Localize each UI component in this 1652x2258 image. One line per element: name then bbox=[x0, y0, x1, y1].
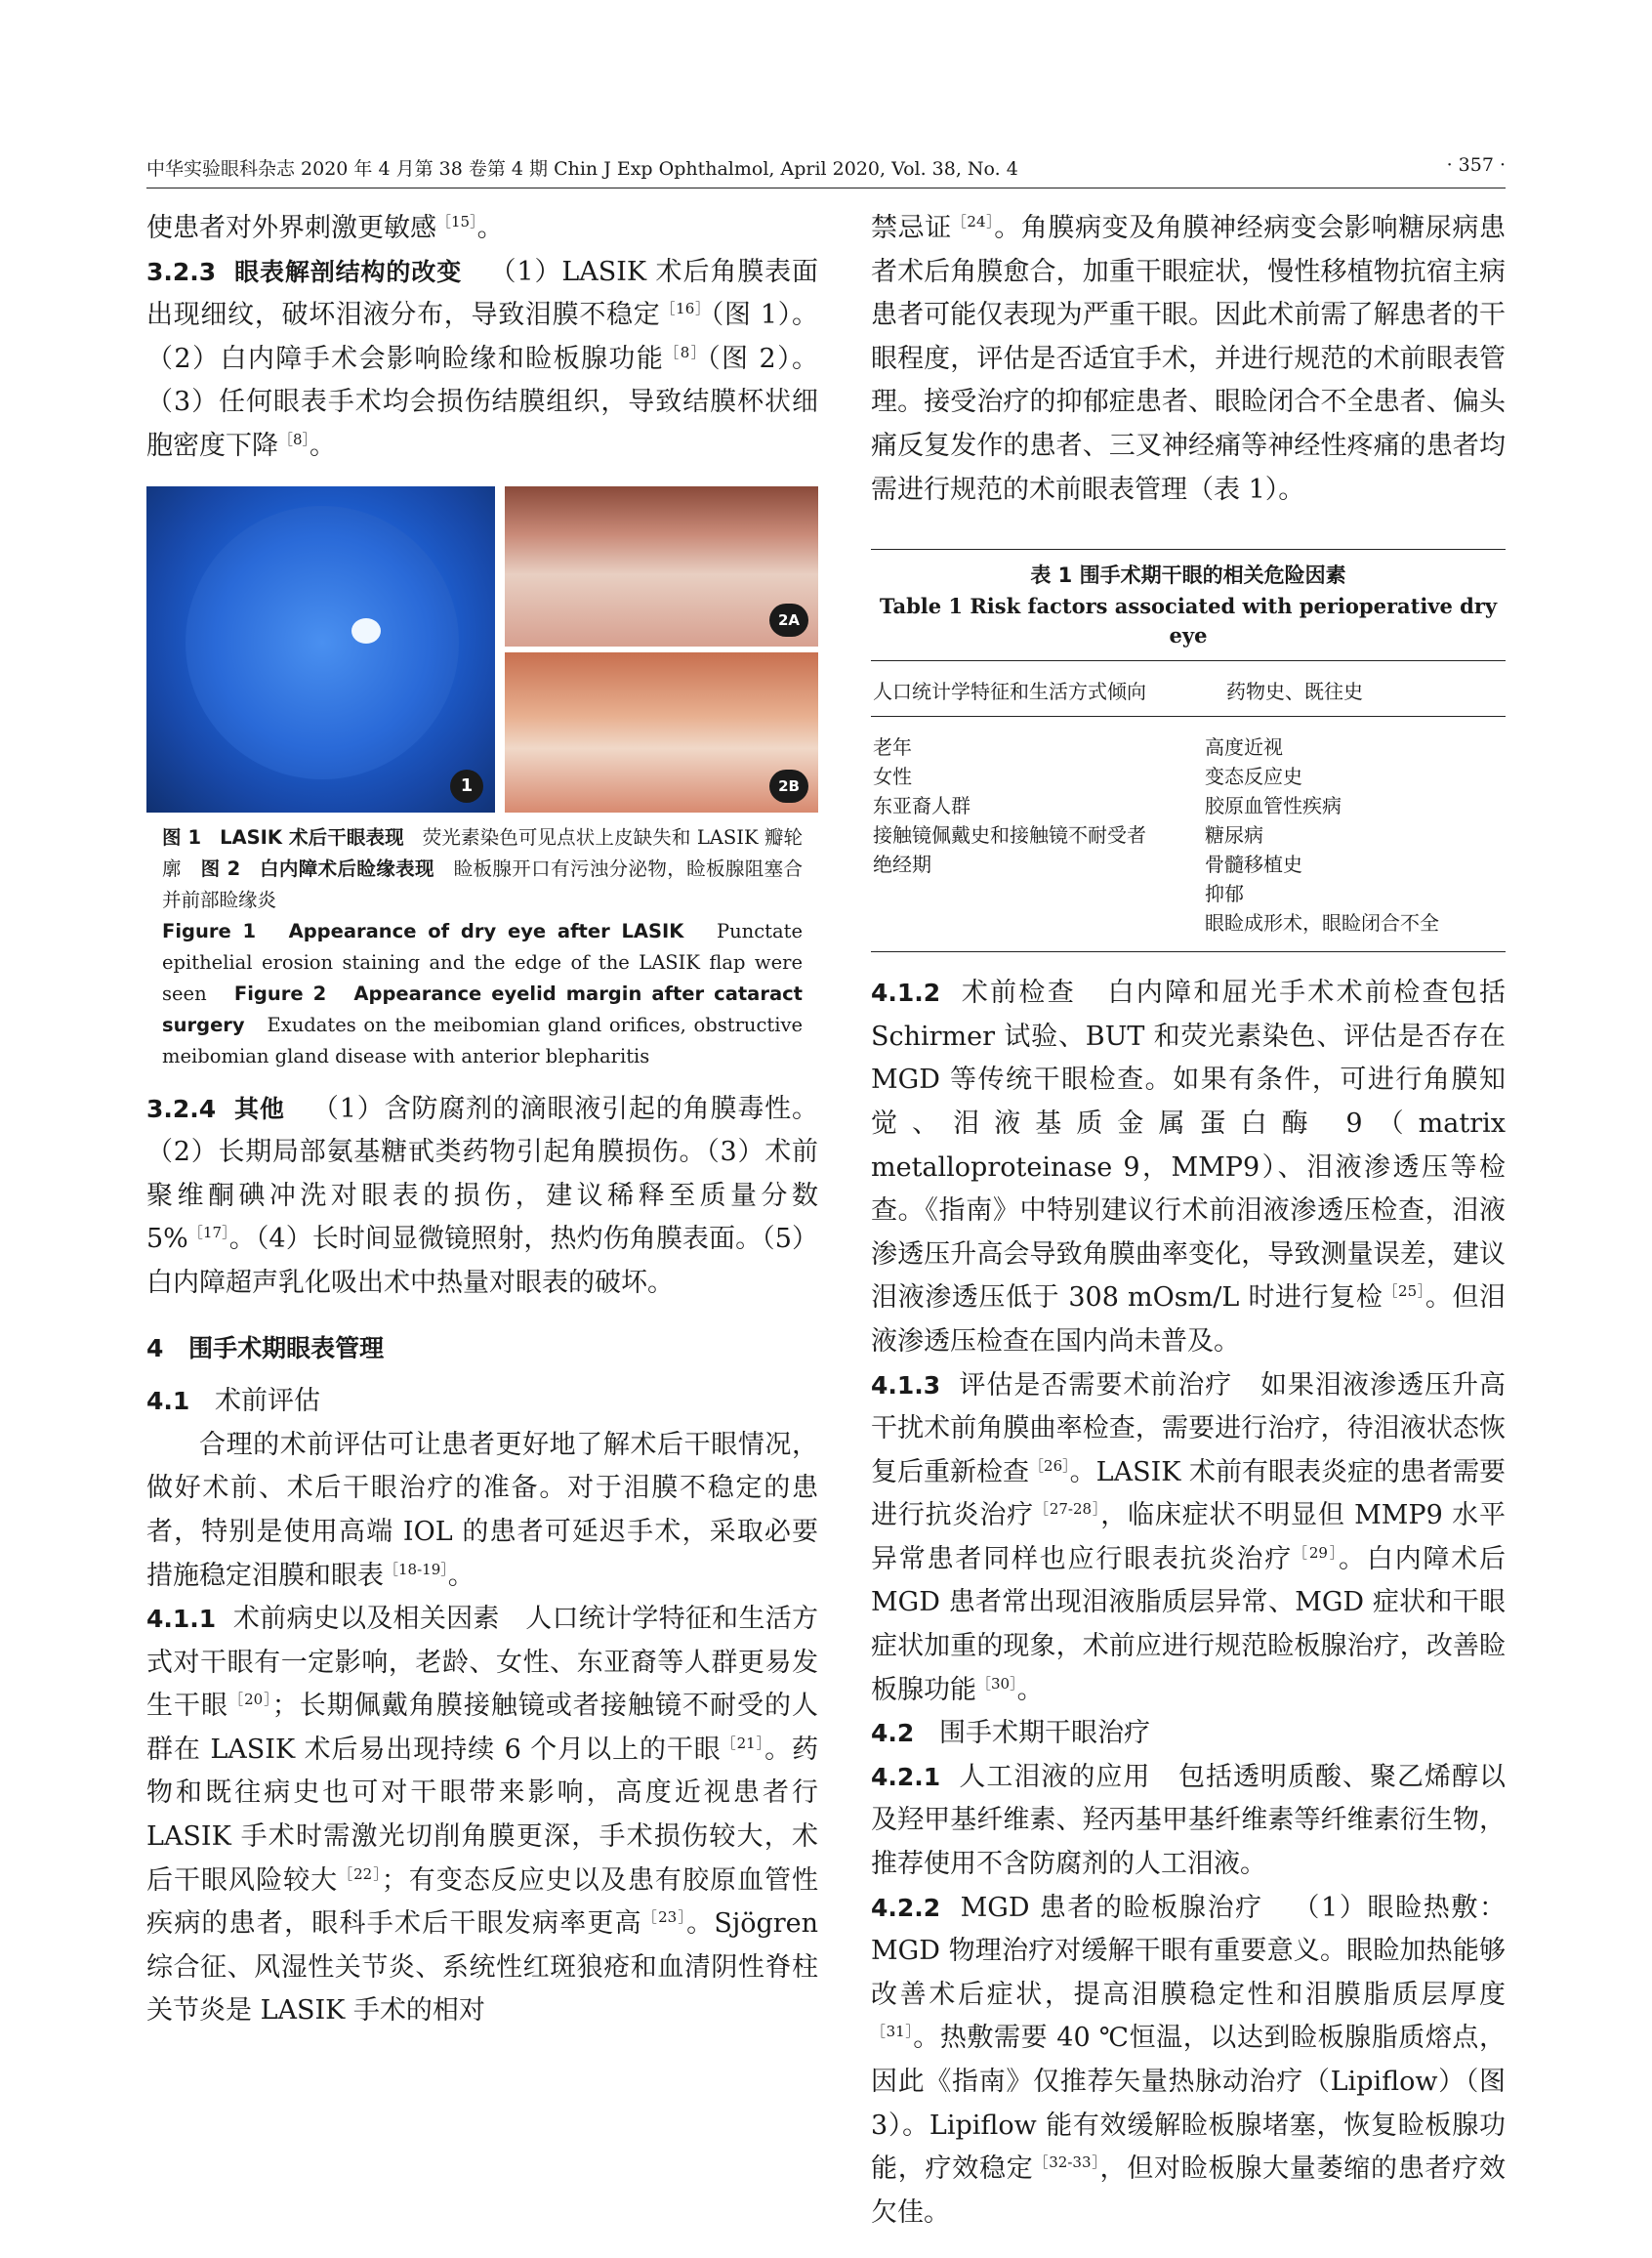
table-cell: 胶原血管性疾病 bbox=[1205, 794, 1342, 818]
figure-1-photo bbox=[146, 486, 495, 813]
section-3-2-4: 3.2.4 其他 （1）含防腐剂的滴眼液引起的角膜毒性。（2）长期局部氨基糖甙类药物引起角膜损伤。（3）术前聚维酮碘冲洗对眼表的损伤，建议稀释至质量分数 5%$^{[17]}$。（4）长时间显微镜照射，热灼伤角膜表面。（5）白内障超声乳化吸出术中热量对眼表的破坏。 bbox=[146, 1093, 818, 1298]
table-column-demographics bbox=[871, 732, 1205, 938]
figure-caption-en: Figure 1 Appearance of dry eye after LASIK Punctate epithelial erosion staining and the edge of the LASIK flap were seen Figure 2 Appearance eyelid margin after cataract surgery Exudates on the meibomian gland orifices, obstructive meibomian gland disease with anterior blepharitis bbox=[162, 919, 803, 1067]
section-4-1-1: 4.1.1 术前病史以及相关因素 人口统计学特征和生活方式对干眼有一定影响，老龄、女性、东亚裔等人群更易发生干眼$^{[20]}$；长期佩戴角膜接触镜或者接触镜不耐受的人群在 LASIK 术后易出现持续 6 个月以上的干眼$^{[21]}$。药物和既往病史也可对干眼带来影响，高度近视患者行 LASIK 手术时需激光切削角膜更深，手术损伤较大，术后干眼风险较大$^{[22]}$；有变态反应史以及患有胶原血管性疾病的患者，眼科手术后干眼发病率更高$^{[23]}$。Sjögren 综合征、风湿性关节炎、系统性红斑狼疮和血清阴性脊柱关节炎是 LASIK 手术的相对 bbox=[146, 1604, 819, 2027]
table-cell: 高度近视 bbox=[1205, 735, 1283, 760]
section-4-heading: 4 围手术期眼表管理 bbox=[146, 1333, 385, 1362]
table-column-history bbox=[1205, 732, 1506, 938]
section-4-2-heading: 4.2 围手术期干眼治疗 bbox=[871, 1718, 1151, 1749]
table-body bbox=[871, 717, 1506, 951]
table-cell: 糖尿病 bbox=[1205, 823, 1263, 848]
page-number: · 357 · bbox=[1446, 154, 1506, 176]
table-cell: 接触镜佩戴史和接触镜不耐受者 bbox=[873, 823, 1146, 848]
column-header: 人口统计学特征和生活方式倾向 bbox=[873, 680, 1146, 704]
section-4-2-1: 4.2.1 人工泪液的应用 包括透明质酸、聚乙烯醇以及羟甲基纤维素、羟丙基甲基纤维素等纤维素衍生物，推荐使用不含防腐剂的人工泪液。 bbox=[871, 1761, 1506, 1880]
table-1 bbox=[871, 549, 1506, 952]
light-reflex bbox=[351, 618, 381, 644]
table-cell: 女性 bbox=[873, 765, 912, 789]
right-column bbox=[871, 207, 1506, 2235]
left-column bbox=[146, 207, 818, 2033]
section-4-2-2: 4.2.2 MGD 患者的睑板腺治疗 （1）眼睑热敷：MGD 物理治疗对缓解干眼有重要意义。眼睑加热能够改善术后症状，提高泪膜稳定性和泪膜脂质层厚度$^{[31]}$。热敷需要 40 ℃恒温，以达到睑板腺脂质熔点，因此《指南》仅推荐矢量热脉动治疗（Lipiflow）（图 3）。Lipiflow 能有效缓解睑板腺堵塞，恢复睑板腺功能，疗效稳定$^{[32-33]}$，但对睑板腺大量萎缩的患者疗效欠佳。 bbox=[871, 1892, 1506, 2228]
table-cell: 东亚裔人群 bbox=[873, 794, 971, 818]
figure-label-2a: 2A bbox=[769, 604, 808, 637]
figure-label-1: 1 bbox=[450, 770, 483, 803]
figure-2b-photo bbox=[505, 652, 818, 813]
section-4-1-heading: 4.1 术前评估 bbox=[146, 1386, 321, 1417]
paragraph: 禁忌证$^{[24]}$。角膜病变及角膜神经病变会影响糖尿病患者术后角膜愈合，加重干眼症状，慢性移植物抗宿主病患者可能仅表现为严重干眼。因此术前需了解患者的干眼程度，评估是否适宜手术，并进行规范的术前眼表管理。接受治疗的抑郁症患者、眼睑闭合不全患者、偏头痛反复发作的患者、三叉神经痛等神经性疼痛的患者均需进行规范的术前眼表管理（表 1）。 bbox=[871, 213, 1507, 505]
figure-label-2b: 2B bbox=[769, 770, 808, 803]
table-cell: 眼睑成形术，眼睑闭合不全 bbox=[1205, 911, 1439, 936]
section-3-2-3: 3.2.3 眼表解剖结构的改变 （1）LASIK 术后角膜表面出现细纹，破坏泪液分布，导致泪膜不稳定$^{[16]}$（图 1）。（2）白内障手术会影响睑缘和睑板腺功能$^{[8]}$（图 2）。（3）任何眼表手术均会损伤结膜组织，导致结膜杯状细胞密度下降$^{[8]}$。 bbox=[146, 256, 818, 461]
table-cell: 变态反应史 bbox=[1205, 765, 1302, 789]
figure-1-2 bbox=[146, 486, 818, 813]
journal-citation: 中华实验眼科杂志 2020 年 4 月第 38 卷第 4 期 Chin J Exp Ophthalmol, April 2020, Vol. 38, No. 4 bbox=[146, 158, 1018, 180]
figure-2a-photo bbox=[505, 486, 818, 647]
running-header bbox=[146, 154, 1506, 184]
paragraph: 合理的术前评估可让患者更好地了解术后干眼情况，做好术前、术后干眼治疗的准备。对于泪膜不稳定的患者，特别是使用高端 IOL 的患者可延迟手术，采取必要措施稳定泪膜和眼表$^{[18-19]}$。 bbox=[146, 1429, 818, 1591]
figure-caption-cn: 图 1 LASIK 术后干眼表现 荧光素染色可见点状上皮缺失和 LASIK 瓣轮廓 图 2 白内障术后睑缘表现 睑板腺开口有污浊分泌物，睑板腺阻塞合并前部睑缘炎 bbox=[162, 825, 803, 911]
column-header: 药物史、既往史 bbox=[1226, 680, 1363, 704]
table-title-en: Table 1 Risk factors associated with perioperative dry eye bbox=[871, 592, 1506, 661]
table-header bbox=[871, 661, 1506, 717]
table-cell: 骨髓移植史 bbox=[1205, 853, 1302, 877]
cornea-image bbox=[186, 506, 459, 779]
section-4-1-3: 4.1.3 评估是否需要术前治疗 如果泪液渗透压升高干扰术前角膜曲率检查，需要进行治疗，待泪液状态恢复后重新检查$^{[26]}$。LASIK 术前有眼表炎症的患者需要进行抗炎治疗$^{[27-28]}$，临床症状不明显但 MMP9 水平异常患者同样也应行眼表抗炎治疗$^{[29]}$。白内障术后 MGD 患者常出现泪液脂质层异常、MGD 症状和干眼症状加重的现象，术前应进行规范睑板腺治疗，改善睑板腺功能$^{[30]}$。 bbox=[871, 1369, 1507, 1705]
paragraph: 使患者对外界刺激更敏感$^{[15]}$。 bbox=[146, 213, 504, 243]
table-cell: 老年 bbox=[873, 735, 912, 760]
table-title-cn: 表 1 围手术期干眼的相关危险因素 bbox=[1030, 564, 1346, 588]
table-cell: 抑郁 bbox=[1205, 882, 1244, 906]
table-cell: 绝经期 bbox=[873, 853, 931, 877]
section-4-1-2: 4.1.2 术前检查 白内障和屈光手术术前检查包括 Schirmer 试验、BUT 和荧光素染色、评估是否存在 MGD 等传统干眼检查。如果有条件，可进行角膜知觉、泪液基质金属蛋白酶 9（matrix metalloproteinase 9，MMP9）、泪液渗透压等检查。《指南》中特别建议行术前泪液渗透压检查，泪液渗透压升高会导致角膜曲率变化，导致测量误差，建议泪液渗透压低于 308 mOsm/L 时进行复检$^{[25]}$。但泪液渗透压检查在国内尚未普及。 bbox=[871, 978, 1507, 1357]
